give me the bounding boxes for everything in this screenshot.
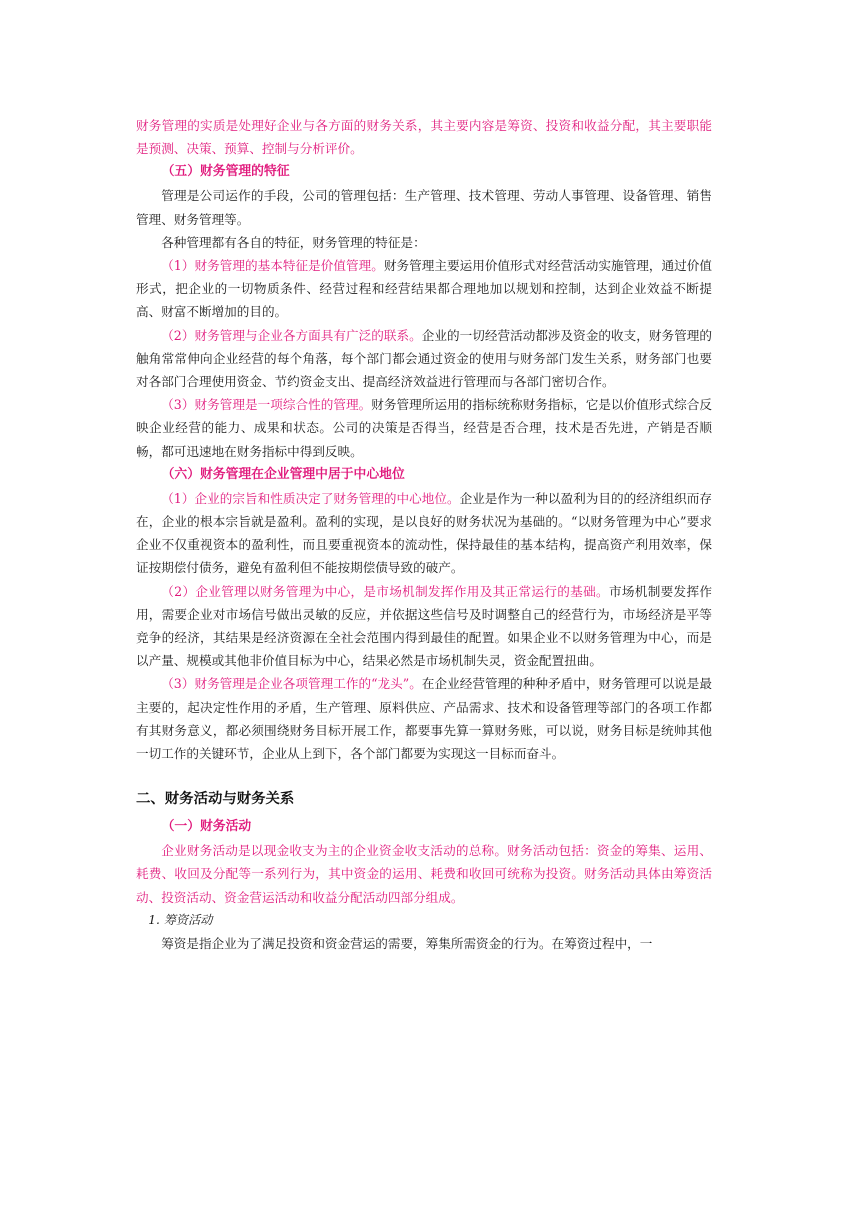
section-5-item-3 xyxy=(136,393,712,463)
section-6-item-2 xyxy=(136,580,712,673)
intro-paragraph: 财务管理的实质是处理好企业与各方面的财务关系，其主要内容是筹资、投资和收益分配，其主要职能是预测、决策、预算、控制与分析评价。 xyxy=(136,118,712,157)
section-5-item-2-highlight: （2）财务管理与企业各方面具有广泛的联系。 xyxy=(161,327,422,343)
section-5-item-1-highlight: （1）财务管理的基本特征是价值管理。 xyxy=(161,258,384,274)
part-2-sub-1-paragraph: 企业财务活动是以现金收支为主的企业资金收支活动的总称。财务活动包括：资金的筹集、运用、耗费、收回及分配等一系列行为，其中资金的运用、耗费和收回可统称为投资。财务活动具体由筹资活动、投资活动、资金营运活动和收益分配活动四部分组成。 xyxy=(136,843,712,905)
section-5-item-1 xyxy=(136,254,712,324)
section-6-item-3-text: 在企业经营管理的种种矛盾中，财务管理可以说是最主要的，起决定性作用的矛盾，生产管理、原料供应、产品需求、技术和设备管理等部门的各项工作都有其财务意义，都必须围绕财务目标开展工作，都要事先算一算财务账，可以说，财务目标是统帅其他一切工作的关键环节，企业从上到下，各个部门都要为实现这一目标而奋斗。 xyxy=(136,676,713,762)
section-6-item-1 xyxy=(136,487,712,580)
part-2-heading: 二、财务活动与财务关系 xyxy=(136,791,295,808)
section-6-item-3-highlight: （3）财务管理是企业各项管理工作的“龙头”。 xyxy=(161,676,422,692)
section-5-paragraph-2: 各种管理都有各自的特征，财务管理的特征是： xyxy=(161,234,426,250)
part-2-sub-1-heading: （一）财务活动 xyxy=(161,819,252,835)
section-6-item-2-text: 市场机制要发挥作用，需要企业对市场信号做出灵敏的反应，并依据这些信号及时调整自己的经营行为，市场经济是平等竞争的经济，其结果是经济资源在全社会范围内得到最佳的配置。如果企业不以财务管理为中心，而是以产量、规模或其他非价值目标为中心，结果必然是市场机制失灵，资金配置扭曲。 xyxy=(136,583,712,669)
section-6-item-2-highlight: （2）企业管理以财务管理为中心，是市场机制发挥作用及其正常运行的基础。 xyxy=(161,583,609,599)
section-5-item-1-text: 财务管理主要运用价值形式对经营活动实施管理，通过价值形式，把企业的一切物质条件、经营过程和经营结果都合理地加以规划和控制，达到企业效益不断提高、财富不断增加的目的。 xyxy=(136,258,713,320)
section-5-paragraph-1: 管理是公司运作的手段，公司的管理包括：生产管理、技术管理、劳动人事管理、设备管理、销售管理、财务管理等。 xyxy=(136,188,712,227)
section-5-item-3-highlight: （3）财务管理是一项综合性的管理。 xyxy=(161,397,372,413)
document-page xyxy=(136,114,712,955)
section-5-heading: （五）财务管理的特征 xyxy=(161,164,290,180)
section-5-item-2 xyxy=(136,324,712,394)
section-6-item-1-text: 企业是作为一种以盈利为目的的经济组织而存在，企业的根本宗旨就是盈利。盈利的实现，是以良好的财务状况为基础的。“以财务管理为中心”要求企业不仅重视资本的盈利性，而且要重视资本的流动性，保持最佳的基本结构，提高资产利用效率，保证按期偿付债务，避免有盈利但不能按期偿债导致的破产。 xyxy=(136,490,712,576)
section-6-item-1-highlight: （1）企业的宗旨和性质决定了财务管理的中心地位。 xyxy=(161,490,460,506)
section-6-item-3 xyxy=(136,672,712,765)
section-6-heading: （六）财务管理在企业管理中居于中心地位 xyxy=(161,466,405,482)
part-2-sub-1-1-heading: 1. 筹资活动 xyxy=(148,912,213,927)
section-5-item-2-text: 企业的一切经营活动都涉及资金的收支，财务管理的触角常常伸向企业经营的每个角落，每个部门都会通过资金的使用与财务部门发生关系，财务部门也要对各部门合理使用资金、节约资金支出、提高经济效益进行管理而与各部门密切合作。 xyxy=(136,327,713,390)
section-5-item-3-text: 财务管理所运用的指标统称财务指标，它是以价值形式综合反映企业经营的能力、成果和状态。公司的决策是否得当，经营是否合理，技术是否先进，产销是否顺畅，都可迅速地在财务指标中得到反映。 xyxy=(136,397,712,459)
part-2-sub-1-1-paragraph: 筹资是指企业为了满足投资和资金营运的需要，筹集所需资金的行为。在筹资过程中，一 xyxy=(161,936,653,952)
